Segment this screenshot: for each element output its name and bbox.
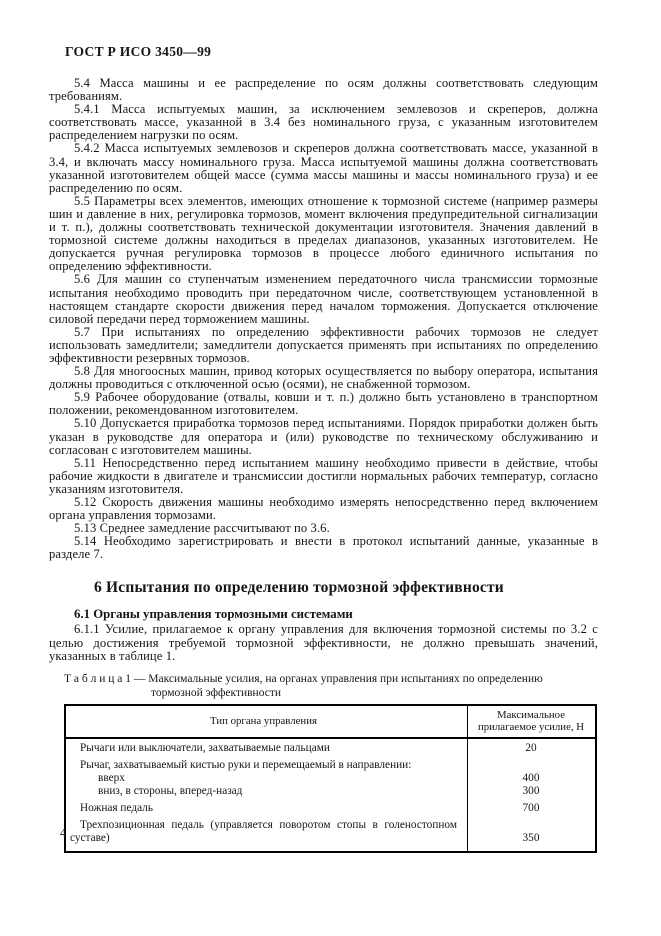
paragraph-5-14: 5.14 Необходимо зарегистрировать и внести в протокол испытаний данные, указанные в разделе 7. bbox=[49, 534, 598, 562]
paragraph-5-11: 5.11 Непосредственно перед испытанием машину необходимо привести в действие, чтобы рабочие жидкости в двигателе и трансмиссии достигли нормальных рабочих температур, согласно указаниям изготовителя. bbox=[49, 455, 598, 496]
table-row bbox=[66, 759, 595, 798]
paragraph-5-12: 5.12 Скорость движения машины необходимо измерять непосредственно перед включением органа управления тормозами. bbox=[49, 495, 598, 523]
table-caption-line2: тормозной эффективности bbox=[151, 687, 282, 700]
row-sub-label: вверх bbox=[98, 771, 125, 784]
table-row bbox=[66, 802, 595, 815]
paragraph-5-4: 5.4 Масса машины и ее распределение по осям должны соответствовать следующим требованиям. bbox=[49, 76, 598, 104]
table-body bbox=[66, 739, 595, 851]
table-caption-label: Т а б л и ц а 1 — bbox=[64, 672, 146, 685]
table-row bbox=[66, 742, 595, 755]
section-6-1-title: 6.1 Органы управления тормозными системами bbox=[74, 607, 353, 622]
row-sub-label: вниз, в стороны, вперед-назад bbox=[98, 784, 243, 797]
paragraph-5-10: 5.10 Допускается приработка тормозов перед испытаниями. Порядок приработки должен быть указан в руководстве для оператора и (или) руководстве по техническому обслуживанию и согласован с изготовителем машины. bbox=[49, 416, 598, 457]
table-col2-header: Максимальное прилагаемое усилие, Н bbox=[477, 708, 585, 734]
paragraph-5-9: 5.9 Рабочее оборудование (отвалы, ковши и т. п.) должно быть установлено в транспортном положении, рекомендованном изготовителем. bbox=[49, 390, 598, 418]
table-row bbox=[66, 819, 595, 845]
section-6-title: 6 Испытания по определению тормозной эффективности bbox=[94, 579, 504, 597]
row-label: Трехпозиционная педаль (управляется поворотом стопы в голеностопном суставе) bbox=[70, 818, 457, 844]
table-column-divider bbox=[467, 706, 468, 851]
row-sub-value: 400 bbox=[522, 771, 540, 784]
paragraph-5-4-1: 5.4.1 Масса испытуемых машин, за исключением землевозов и скреперов, должна соответствовать массе, указанной в 3.4 без номинального груза, с указанным изготовителем распределением нагрузки по осям. bbox=[49, 102, 598, 143]
paragraph-5-13: 5.13 Среднее замедление рассчитывают по 3.6. bbox=[74, 521, 330, 536]
row-label: Ножная педаль bbox=[80, 801, 153, 814]
paragraph-5-4-2: 5.4.2 Масса испытуемых землевозов и скреперов должна соответствовать массе, указанной в 3.4, и включать массу номинального груза. Масса испытуемой машины должна соответствовать указанной изготовителем общей массе (сумма массы машины и массы номинального груза) и ее распределению по осям. bbox=[49, 141, 598, 195]
row-value-spacer bbox=[467, 759, 595, 772]
document-content bbox=[49, 77, 598, 853]
paragraph-5-7: 5.7 При испытаниях по определению эффективности рабочих тормозов не следует использовать замедлители; замедлители допускается применять при испытаниях по определению эффективности резервных тормозов. bbox=[49, 324, 598, 365]
paragraph-5-5: 5.5 Параметры всех элементов, имеющих отношение к тормозной системе (например размеры шин и давление в них, регулировка тормозов, момент включения предупредительной сигнализации и т. п.), должны соответствовать технической документации изготовителя. Значения давлений в тормозной системе должны находиться в пределах диапазонов, указанных изготовителем. Не допускается ручная регулировка тормозов в процессе любого единичного испытания по определению эффективности. bbox=[49, 193, 598, 274]
paragraph-6-1-1: 6.1.1 Усилие, прилагаемое к органу управления для включения тормозной системы по 3.2 с целью достижения требуемой тормозной эффективности, не должно превышать значений, указанных в таблице 1. bbox=[49, 622, 598, 663]
table-caption bbox=[64, 672, 598, 701]
table-col1-header: Тип органа управления bbox=[210, 715, 317, 727]
row-value: 350 bbox=[522, 831, 540, 844]
paragraph-5-6: 5.6 Для машин со ступенчатым изменением передаточного числа трансмиссии тормозные испытания необходимо проводить при передаточном числе, соответствующем установленной в настоящем стандарте скорости движения перед началом торможения. Допускается отключение силовой передачи перед торможением машины. bbox=[49, 272, 598, 326]
document-header: ГОСТ Р ИСО 3450—99 bbox=[65, 44, 212, 59]
paragraph-5-8: 5.8 Для многоосных машин, привод которых осуществляется по выбору оператора, испытания должны проводиться с отключенной осью (осями), не снабженной тормозом. bbox=[49, 364, 598, 392]
page-number: 4 bbox=[60, 826, 67, 840]
table-caption-line1: Максимальные усилия, на органах управления при испытаниях по определению bbox=[148, 672, 543, 685]
row-label: Рычаги или выключатели, захватываемые пальцами bbox=[80, 741, 330, 754]
table-1 bbox=[64, 704, 597, 853]
row-label: Рычаг, захватываемый кистью руки и перемещаемый в направлении: bbox=[80, 758, 412, 771]
row-value: 700 bbox=[522, 801, 540, 814]
row-value: 20 bbox=[525, 741, 537, 754]
table-header-row bbox=[66, 706, 595, 739]
row-sub-value: 300 bbox=[522, 784, 540, 797]
